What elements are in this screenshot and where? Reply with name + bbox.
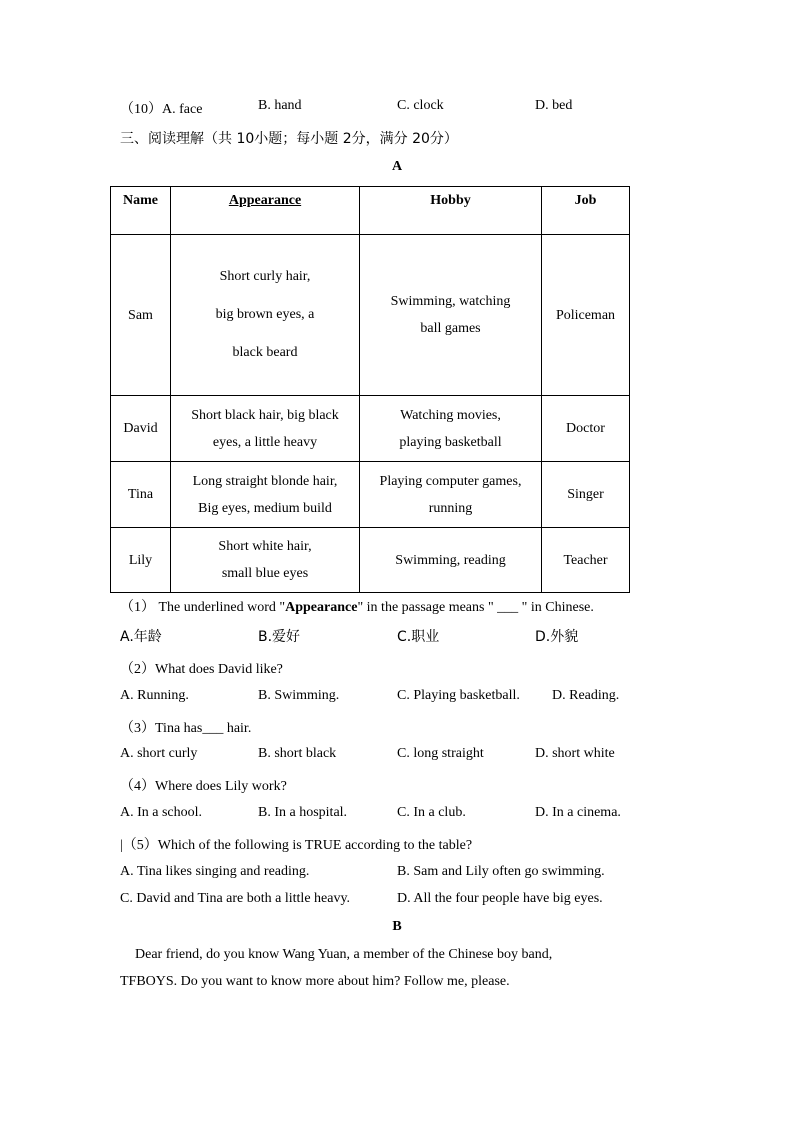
table-row (111, 462, 630, 528)
table-row (111, 396, 630, 462)
cell-line: Swimming, reading (395, 552, 506, 568)
q10-option-c: C. clock (397, 98, 444, 113)
header-appearance (171, 187, 360, 235)
q2-option-c: C. Playing basketball. (397, 688, 520, 703)
section-heading: 三、阅读理解（共 10小题；每小题 2分，满分 20分） (120, 131, 458, 147)
passage-a-title: A (391, 159, 403, 174)
q1-option-c: C.职业 (397, 629, 440, 645)
question-5-stem: |（5）Which of the following is TRUE according to the table? (120, 838, 473, 853)
q3-option-b: B. short black (258, 746, 337, 761)
q2-option-a: A. Running. (120, 688, 189, 703)
cell-name: Tina (111, 462, 171, 528)
table-row (111, 235, 630, 396)
cell-hobby (360, 528, 542, 593)
q10-option-a: （10）A. face (120, 102, 203, 117)
question-3-stem: （3）Tina has___ hair. (120, 721, 252, 736)
cell-appearance (171, 528, 360, 593)
q10-option-d: D. bed (535, 98, 573, 113)
cell-line: big brown eyes, a (215, 307, 315, 322)
cell-line: Swimming, watching (390, 294, 511, 309)
cell-name: Lily (111, 528, 171, 593)
header-name: Name (111, 187, 171, 235)
cell-line: small blue eyes (221, 566, 309, 581)
table-header-row (111, 187, 630, 235)
q4-option-a: A. In a school. (120, 805, 203, 820)
cell-job: Doctor (542, 396, 630, 462)
cell-name: David (111, 396, 171, 462)
cell-name: Sam (111, 235, 171, 396)
q5-option-c: C. David and Tina are both a little heavy. (120, 891, 351, 906)
cell-hobby (360, 462, 542, 528)
cell-line: Short black hair, big black (191, 407, 339, 423)
header-appearance-text: Appearance (228, 193, 302, 208)
q5-option-a: A. Tina likes singing and reading. (120, 864, 310, 879)
table-row (111, 528, 630, 593)
q1-stem-bold: Appearance (285, 600, 358, 615)
question-1-stem (120, 596, 594, 616)
header-hobby: Hobby (360, 187, 542, 235)
q2-option-d: D. Reading. (552, 688, 620, 703)
info-table (110, 186, 630, 593)
q3-option-d: D. short white (535, 746, 615, 761)
passage-b-title: B (392, 919, 402, 934)
cell-hobby (360, 235, 542, 396)
cell-line: Long straight blonde hair, (192, 473, 338, 489)
cell-line: eyes, a little heavy (212, 434, 318, 450)
cell-job: Singer (542, 462, 630, 528)
q10-option-b: B. hand (258, 98, 302, 113)
q3-option-c: C. long straight (397, 746, 484, 761)
question-2-stem: （2）What does David like? (120, 662, 283, 677)
cell-line: playing basketball (399, 434, 502, 450)
cell-appearance (171, 462, 360, 528)
q1-option-d: D.外貌 (535, 629, 579, 645)
q4-option-c: C. In a club. (397, 805, 466, 820)
q3-option-a: A. short curly (120, 746, 198, 761)
cell-line: Short curly hair, (219, 269, 311, 284)
cell-line: ball games (420, 321, 481, 336)
passage-b-line-1: Dear friend, do you know Wang Yuan, a member of the Chinese boy band, (135, 947, 553, 962)
cell-line: running (428, 500, 473, 516)
cell-job: Teacher (542, 528, 630, 593)
cell-line: Watching movies, (400, 407, 501, 423)
q4-option-b: B. In a hospital. (258, 805, 348, 820)
q5-option-d: D. All the four people have big eyes. (397, 891, 603, 906)
q1-stem-pre: （1） The underlined word " (120, 600, 286, 615)
passage-b-line-2: TFBOYS. Do you want to know more about him? Follow me, please. (120, 974, 510, 989)
cell-appearance (171, 235, 360, 396)
cell-line: Playing computer games, (379, 473, 522, 489)
cell-job: Policeman (542, 235, 630, 396)
q2-option-b: B. Swimming. (258, 688, 340, 703)
cell-line: Big eyes, medium build (198, 500, 332, 516)
q4-option-d: D. In a cinema. (535, 805, 621, 820)
cell-line: black beard (232, 345, 298, 360)
header-job: Job (542, 187, 630, 235)
q5-option-b: B. Sam and Lily often go swimming. (397, 864, 605, 879)
cell-line: Short white hair, (218, 539, 312, 554)
cell-appearance (171, 396, 360, 462)
question-4-stem: （4）Where does Lily work? (120, 779, 287, 794)
q1-stem-post: " in the passage means " ___ " in Chinese. (357, 600, 594, 615)
q1-option-b: B.爱好 (258, 629, 301, 645)
cell-hobby (360, 396, 542, 462)
q1-option-a: A.年龄 (120, 629, 162, 645)
